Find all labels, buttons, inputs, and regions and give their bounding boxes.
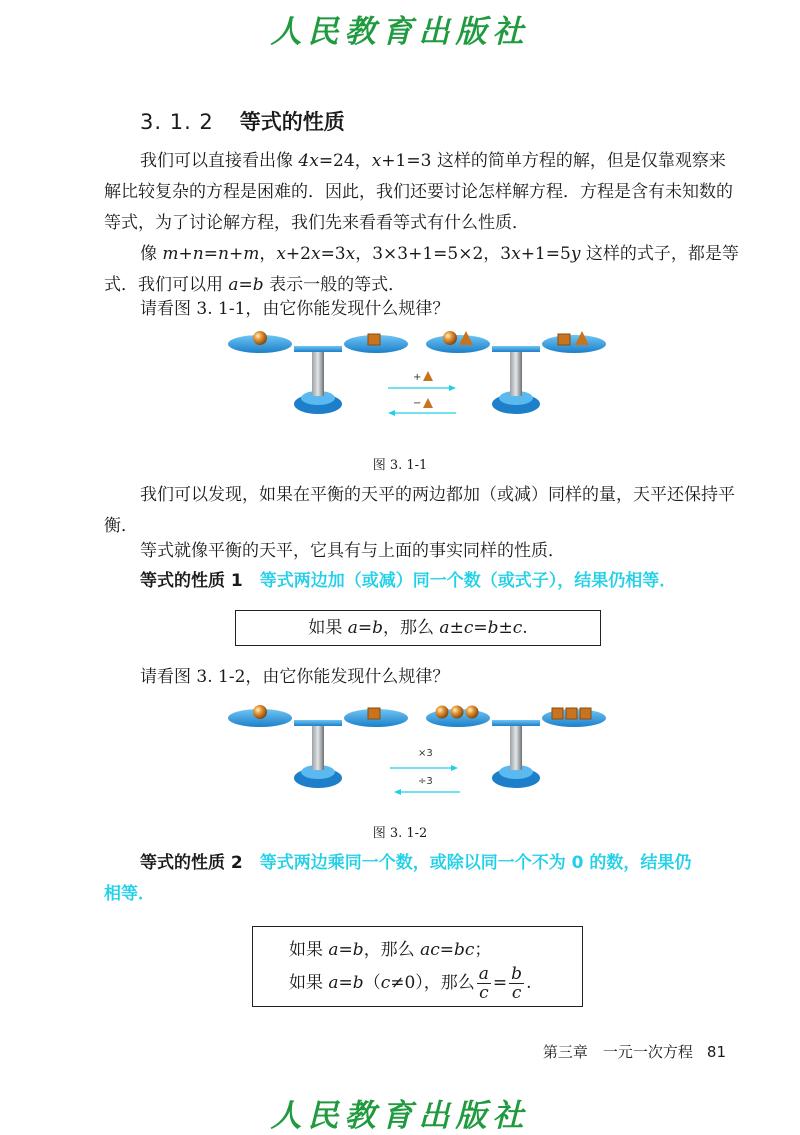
figure-2-caption: 图 3. 1-2: [372, 826, 428, 841]
publisher-logo-top: 人民教育出版社: [270, 14, 530, 50]
fraction-b-over-c: $\frac{b}{c}$: [511, 964, 523, 1003]
publisher-logo-bottom: 人民教育出版社: [270, 1098, 530, 1134]
chapter-title: 第三章 一元一次方程: [542, 1043, 693, 1061]
formula-line-2: 如果 a=b（c≠0），那么 $\frac{a}{c}$ = $\frac{b}{c}$ .: [289, 964, 532, 1003]
add-label: +: [413, 372, 422, 383]
cube: [368, 334, 380, 345]
ball: [451, 706, 464, 719]
balance-left: [228, 705, 408, 788]
property-2-label: 等式的性质 2: [140, 853, 243, 873]
page-footer: [543, 1041, 726, 1062]
ball: [253, 705, 267, 719]
figure-balance-add: [228, 328, 608, 428]
property-2-text: 等式两边乘同一个数，或除以同一个不为 0 的数，结果仍: [259, 853, 692, 873]
property-1-text: 等式两边加（或减）同一个数（或式子），结果仍相等．: [259, 571, 677, 591]
section-title: 等式的性质: [239, 110, 345, 134]
property-1: [104, 566, 740, 597]
paragraph-2: 像 m+n=n+m，x+2x=3x，3×3+1=5×2，3x+1=5y 这样的式子，都是等式．我们可以用 a=b 表示一般的等式．: [104, 244, 739, 295]
balance-right: [426, 331, 606, 414]
ball: [466, 706, 479, 719]
cube: [552, 708, 563, 719]
cube: [368, 708, 380, 719]
ball: [443, 331, 457, 345]
cube: [566, 708, 577, 719]
formula-box-2: [252, 926, 583, 1007]
page-number: 81: [706, 1043, 726, 1061]
paragraph-3: 请看图 3. 1-1，由它你能发现什么规律？: [140, 299, 450, 319]
section-heading: [140, 106, 345, 136]
property-2-text-cont: 相等．: [104, 884, 155, 904]
subtract-label: −: [413, 398, 422, 409]
paragraph-4: 我们可以发现，如果在平衡的天平的两边都加（或减）同样的量，天平还保持平衡．: [104, 485, 735, 536]
formula-box-1: 如果 a=b，那么 a±c=b±c.: [235, 610, 601, 646]
paragraph-6: 请看图 3. 1-2，由它你能发现什么规律？: [140, 667, 450, 687]
cube: [580, 708, 591, 719]
paragraph-5: 等式就像平衡的天平，它具有与上面的事实同样的性质．: [140, 541, 565, 561]
balance-right: [426, 706, 606, 789]
cube: [558, 334, 570, 345]
divide-label: ÷3: [418, 776, 433, 787]
fraction-a-over-c: $\frac{a}{c}$: [478, 964, 489, 1003]
section-number: 3. 1. 2: [140, 110, 214, 134]
figure-1-caption: 图 3. 1-1: [372, 458, 428, 473]
ball: [436, 706, 449, 719]
ball: [253, 331, 267, 345]
paragraph-1: 我们可以直接看出像 4x=24，x+1=3 这样的简单方程的解，但是仅靠观察来解比较复杂的方程是困难的．因此，我们还要讨论怎样解方程．方程是含有未知数的等式，为了讨论解方程，我们先来看看等式有什么性质．: [104, 151, 733, 233]
property-2: [104, 848, 744, 910]
figure-balance-multiply: [228, 702, 608, 802]
formula-line-1: 如果 a=b，那么 ac=bc；: [289, 940, 492, 960]
property-1-label: 等式的性质 1: [140, 571, 243, 591]
balance-left: [228, 331, 408, 414]
multiply-label: ×3: [418, 748, 433, 759]
